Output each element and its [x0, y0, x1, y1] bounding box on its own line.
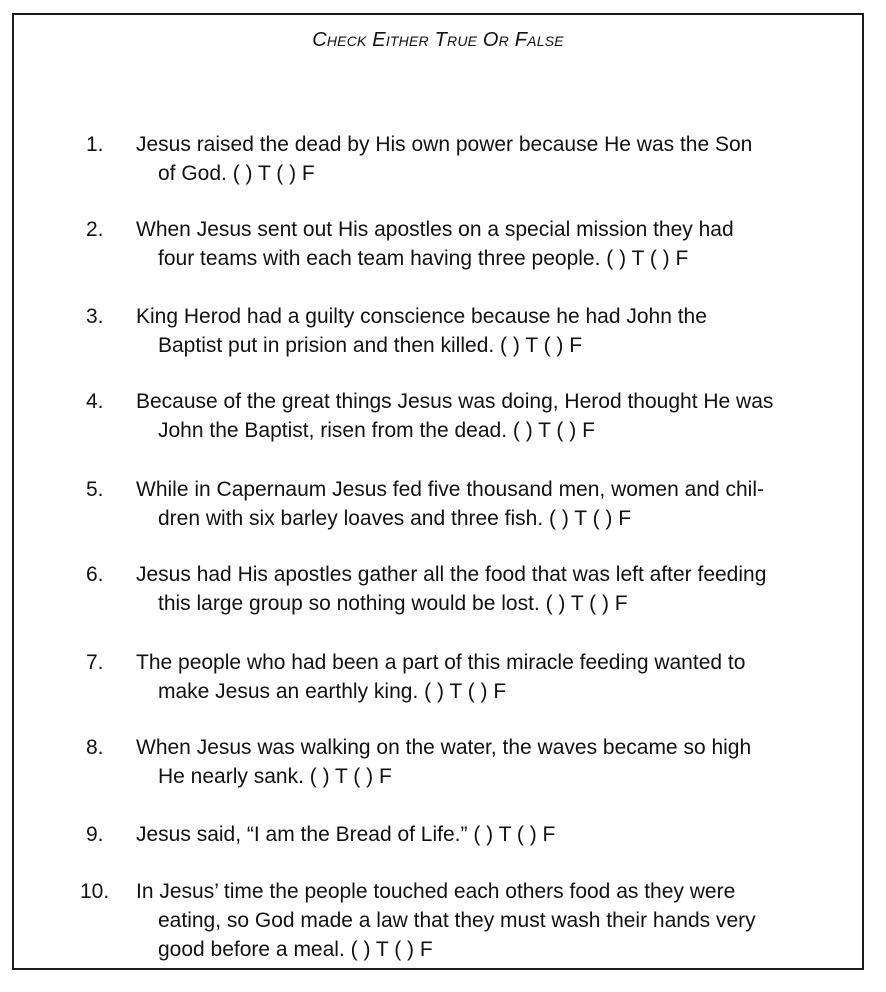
- question-line-answer: dren with six barley loaves and three fish. ( ) T ( ) F: [158, 507, 632, 530]
- question-line-answer: John the Baptist, risen from the dead. ( ) T ( ) F: [158, 419, 595, 442]
- question-line: The people who had been a part of this miracle feeding wanted to: [136, 651, 746, 674]
- question-text: [136, 820, 861, 849]
- worksheet-title: Check Either True Or False: [312, 29, 564, 51]
- question-number: 3.: [86, 305, 104, 328]
- question-line-continued: eating, so God made a law that they must wash their hands very: [158, 909, 756, 932]
- question-number: 4.: [86, 390, 104, 413]
- question-number: 10.: [80, 880, 110, 903]
- question-line-answer: good before a meal. ( ) T ( ) F: [158, 938, 433, 961]
- question-line-answer: this large group so nothing would be lost. ( ) T ( ) F: [158, 592, 628, 615]
- question-text: [136, 130, 861, 188]
- question-line: When Jesus was walking on the water, the waves became so high: [136, 736, 752, 759]
- question-number: 5.: [86, 478, 104, 501]
- worksheet-frame: [12, 13, 864, 970]
- question-line: King Herod had a guilty conscience because he had John the: [136, 305, 707, 328]
- question-text: [136, 475, 861, 533]
- question-number: 7.: [86, 651, 104, 674]
- question-text: [136, 877, 861, 964]
- question-line-answer: Baptist put in prision and then killed. ( ) T ( ) F: [158, 334, 583, 357]
- question-number: 1.: [86, 133, 104, 156]
- question-line-answer: of God. ( ) T ( ) F: [158, 162, 315, 185]
- question-line: In Jesus’ time the people touched each others food as they were: [136, 880, 736, 903]
- question-line-answer: four teams with each team having three people. ( ) T ( ) F: [158, 247, 689, 270]
- question-line: Jesus had His apostles gather all the food that was left after feeding: [136, 563, 767, 586]
- question-text: [136, 215, 861, 273]
- question-line: When Jesus sent out His apostles on a special mission they had: [136, 218, 734, 241]
- question-line: Jesus said, “I am the Bread of Life.” ( ) T ( ) F: [136, 823, 556, 846]
- question-line: Jesus raised the dead by His own power because He was the Son: [136, 133, 753, 156]
- question-number: 8.: [86, 736, 104, 759]
- question-line: While in Capernaum Jesus fed five thousand men, women and chil-: [136, 478, 764, 501]
- question-line-answer: He nearly sank. ( ) T ( ) F: [158, 765, 392, 788]
- question-text: [136, 387, 861, 445]
- question-number: 2.: [86, 218, 104, 241]
- question-text: [136, 648, 861, 706]
- question-text: [136, 560, 861, 618]
- question-text: [136, 302, 861, 360]
- question-line-answer: make Jesus an earthly king. ( ) T ( ) F: [158, 680, 507, 703]
- question-number: 9.: [86, 823, 104, 846]
- question-text: [136, 733, 861, 791]
- question-number: 6.: [86, 563, 104, 586]
- question-line: Because of the great things Jesus was doing, Herod thought He was: [136, 390, 774, 413]
